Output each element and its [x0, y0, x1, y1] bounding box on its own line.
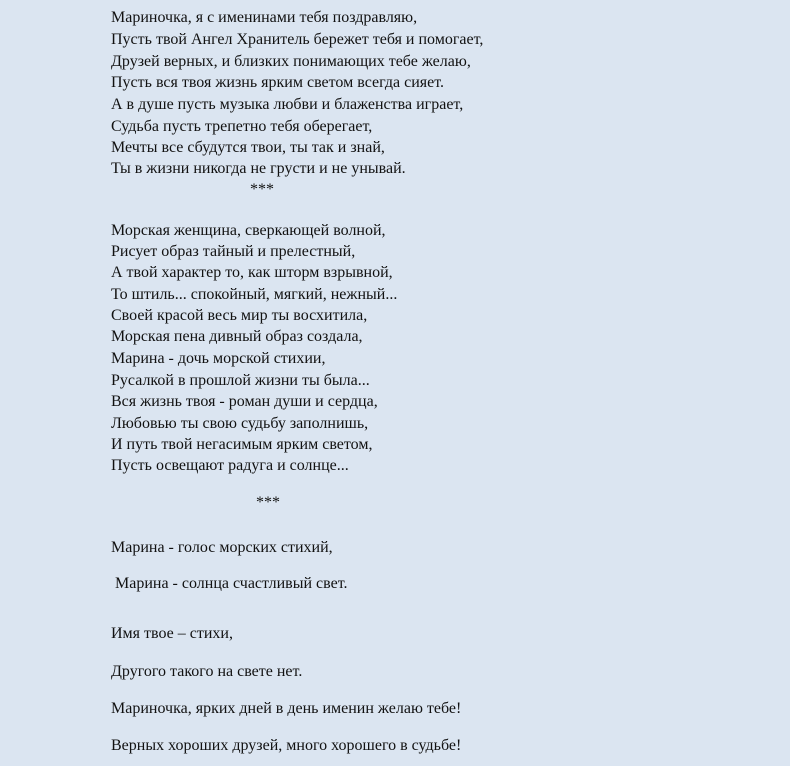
poem-line: Друзей верных, и близких понимающих тебе желаю, [111, 53, 471, 70]
poem-line: А в душе пусть музыка любви и блаженства играет, [111, 96, 464, 113]
poem-line: Пусть освещают радуга и солнце... [111, 457, 349, 474]
poem-line: Рисует образ тайный и прелестный, [111, 243, 356, 260]
poem-line: Вся жизнь твоя - роман души и сердца, [111, 393, 378, 410]
poem-line: Марина - солнца счастливый свет. [111, 575, 348, 592]
poem-line: То штиль... спокойный, мягкий, нежный... [111, 286, 398, 303]
poem-line: Имя твое – стихи, [111, 625, 233, 642]
poem-line: Русалкой в прошлой жизни ты была... [111, 372, 370, 389]
poem-line: И путь твой негасимым ярким светом, [111, 436, 373, 453]
poem-line: Пусть вся твоя жизнь ярким светом всегда сияет. [111, 74, 445, 91]
poem-line: Морская женщина, сверкающей волной, [111, 222, 386, 239]
poem-line: Верных хороших друзей, много хорошего в судьбе! [111, 737, 462, 754]
poem-line: Своей красой весь мир ты восхитила, [111, 307, 368, 324]
poem-line: Ты в жизни никогда не грусти и не унывай. [111, 160, 406, 177]
poem-line: А твой характер то, как шторм взрывной, [111, 264, 393, 281]
stanza-separator: *** [256, 494, 280, 511]
poem-line: Марина - дочь морской стихии, [111, 350, 326, 367]
poem-line: Мечты все сбудутся твои, ты так и знай, [111, 139, 385, 156]
poem-line: Пусть твой Ангел Хранитель бережет тебя и помогает, [111, 31, 484, 48]
poem-line: Любовью ты свою судьбу заполнишь, [111, 415, 369, 432]
poem-line: Другого такого на свете нет. [111, 663, 303, 680]
poem-line: Мариночка, ярких дней в день именин желаю тебе! [111, 700, 462, 717]
poem-line: Марина - голос морских стихий, [111, 539, 333, 556]
poem-line: Морская пена дивный образ создала, [111, 328, 363, 345]
stanza-separator: *** [250, 181, 274, 198]
poem-line: Судьба пусть трепетно тебя оберегает, [111, 118, 373, 135]
poem-line: Мариночка, я с именинами тебя поздравляю, [111, 9, 418, 26]
